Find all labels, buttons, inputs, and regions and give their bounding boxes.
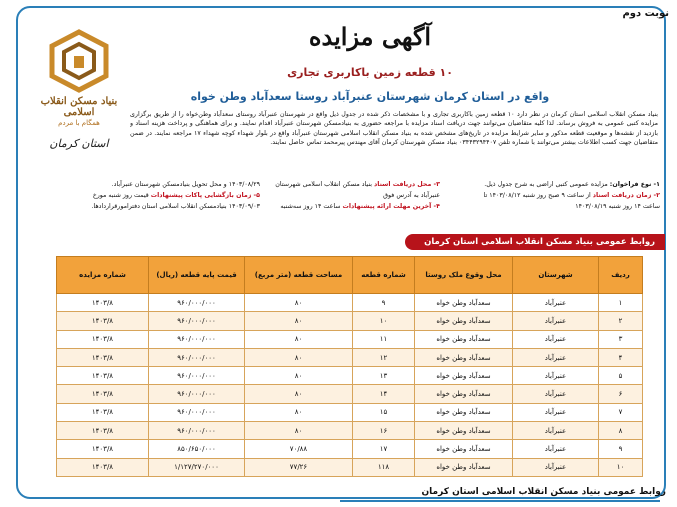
footer-pr: روابط عمومی بنیاد مسکن انقلاب اسلامی استان کرمان	[421, 487, 666, 497]
logo	[26, 28, 132, 158]
lots-table	[56, 256, 643, 477]
cell-city: عنبرآباد	[513, 294, 599, 312]
round-label: نوبت دوم	[622, 8, 669, 19]
house-logo-icon	[46, 28, 112, 94]
term-type-value: مزایده عمومی کتبی اراضی به شرح جدول ذیل.	[484, 181, 608, 188]
term-docs-place	[260, 180, 440, 190]
cell-base-price: ۹۶۰/۰۰۰/۰۰۰	[149, 330, 245, 348]
term-deadline-value: ساعت ۱۴ روز سه‌شنبه	[280, 203, 341, 210]
cell-area: ۷۰/۸۸	[245, 440, 353, 458]
cell-area: ۸۰	[245, 385, 353, 403]
cell-base-price: ۹۶۰/۰۰۰/۰۰۰	[149, 385, 245, 403]
cell-base-price: ۱/۱۲۷/۲۷۰/۰۰۰	[149, 458, 245, 476]
cell-area: ۸۰	[245, 312, 353, 330]
term-docs-place-b: عنبرآباد به آدرس فوق	[383, 192, 440, 199]
cell-area: ۸۰	[245, 330, 353, 348]
cell-plot-number: ۱۱۸	[353, 458, 415, 476]
term-docs-time-value: از ساعت ۹ صبح روز شنبه ۱۴۰۳/۰۸/۱۲ تا	[483, 192, 591, 199]
page-title: آگهی مزایده	[308, 22, 432, 51]
cell-city: عنبرآباد	[513, 367, 599, 385]
cell-plot-number: ۱۲	[353, 348, 415, 366]
cell-base-price: ۸۵۰/۶۵۰/۰۰۰	[149, 440, 245, 458]
cell-index: ۵	[599, 367, 643, 385]
footer-divider	[340, 500, 660, 502]
table-row	[57, 403, 643, 421]
cell-city: عنبرآباد	[513, 385, 599, 403]
logo-province: استان کرمان	[49, 137, 109, 150]
term-docs-time-b: ساعت ۱۴ روز شنبه ۱۴۰۳/۰۸/۱۹	[575, 203, 660, 210]
table-row	[57, 422, 643, 440]
cell-city: عنبرآباد	[513, 403, 599, 421]
header-base-price: قیمت پایه قطعه (ریال)	[149, 257, 245, 294]
term-opening	[30, 191, 260, 201]
term-docs-time-label: ۲- زمان دریافت اسناد	[592, 192, 660, 199]
term-docs-place-value: بنیاد مسکن انقلاب اسلامی شهرستان	[275, 181, 372, 188]
table-row	[57, 385, 643, 403]
cell-plot-number: ۱۷	[353, 440, 415, 458]
table-row	[57, 367, 643, 385]
cell-area: ۸۰	[245, 403, 353, 421]
term-deadline-label: ۴- آخرین مهلت ارائه پیشنهادات	[342, 203, 440, 210]
cell-auction-number: ۱۴۰۳/۸	[57, 330, 149, 348]
body-paragraph: بنیاد مسکن انقلاب اسلامی استان کرمان در نظر دارد ۱۰ قطعه زمین باکاربری تجاری و با مشخصات ذکر شده در جدول ذیل واقع در شهرستان عنبرآباد روستای سعدآباد وطن‌خواه را از طریق برگزاری مزایده کتبی عمومی به فروش برساند. لذا کلیه متقاضیان می‌توانند جهت دریافت اسناد مزایده با مراجعه حضوری به بنیادمسکن شهرستان عنبرآباد اقدام نمایند. و برای هماهنگی و پرداخت هزینه اسناد و بازدید از نقشه‌ها و موقعیت قطعه مذکور و سایر شرایط مزایده در تاریخ‌های مشخص شده به بنیاد مسکن انقلاب اسلامی شهرستان عنبرآباد واقع در بلوار شهداء کوچه شهداء ۱۷ مراجعه نمایند. در ضمن متقاضیان جهت کسب اطلاعات بیشتر می‌توانند با شماره تلفن ۰۳۴۴۳۲۹۴۴۰۷ بنیاد مسکن شهرستان کرمان آقای مهندس پیرمحمد تماس حاصل نمایند.	[130, 111, 658, 147]
cell-index: ۲	[599, 312, 643, 330]
cell-base-price: ۹۶۰/۰۰۰/۰۰۰	[149, 312, 245, 330]
header-city: شهرستان	[513, 257, 599, 294]
term-opening-label: ۵- زمان بازگشایی پاکات پیشنهادات	[150, 192, 260, 199]
cell-village: سعدآباد وطن خواه	[415, 422, 513, 440]
lots-table-wrap	[56, 256, 642, 477]
cell-index: ۷	[599, 403, 643, 421]
subtitle-location: واقع در استان کرمان شهرستان عنبرآباد روستا سعدآباد وطن خواه	[190, 90, 550, 103]
table-header-row	[57, 257, 643, 294]
cell-auction-number: ۱۴۰۳/۸	[57, 385, 149, 403]
logo-slogan: همگام با مردم	[58, 119, 100, 127]
cell-area: ۸۰	[245, 422, 353, 440]
cell-village: سعدآباد وطن خواه	[415, 367, 513, 385]
cell-index: ۴	[599, 348, 643, 366]
cell-area: ۸۰	[245, 367, 353, 385]
cell-city: عنبرآباد	[513, 440, 599, 458]
cell-base-price: ۹۶۰/۰۰۰/۰۰۰	[149, 403, 245, 421]
cell-auction-number: ۱۴۰۳/۸	[57, 294, 149, 312]
table-row	[57, 458, 643, 476]
cell-index: ۹	[599, 440, 643, 458]
table-row	[57, 440, 643, 458]
cell-index: ۳	[599, 330, 643, 348]
cell-area: ۸۰	[245, 348, 353, 366]
term-delivery: ۱۴۰۳/۰۸/۲۹ و محل تحویل بنیادمسکن شهرستان عنبرآباد.	[111, 181, 260, 188]
cell-plot-number: ۱۳	[353, 367, 415, 385]
table-row	[57, 348, 643, 366]
term-type-label: ۱- نوع فراخوان:	[609, 181, 660, 188]
pr-banner: روابط عمومی بنیاد مسکن انقلاب اسلامی استان کرمان	[405, 234, 665, 250]
cell-plot-number: ۱۰	[353, 312, 415, 330]
cell-area: ۷۷/۲۶	[245, 458, 353, 476]
cell-village: سعدآباد وطن خواه	[415, 312, 513, 330]
auction-terms	[22, 180, 660, 230]
cell-plot-number: ۱۱	[353, 330, 415, 348]
cell-village: سعدآباد وطن خواه	[415, 403, 513, 421]
header-village: محل وقوع ملک روستا	[415, 257, 513, 294]
cell-base-price: ۹۶۰/۰۰۰/۰۰۰	[149, 294, 245, 312]
term-deadline	[240, 202, 440, 212]
cell-index: ۸	[599, 422, 643, 440]
cell-plot-number: ۱۶	[353, 422, 415, 440]
cell-auction-number: ۱۴۰۳/۸	[57, 458, 149, 476]
cell-city: عنبرآباد	[513, 348, 599, 366]
cell-auction-number: ۱۴۰۳/۸	[57, 422, 149, 440]
term-docs-place-label: ۳- محل دریافت اسناد	[374, 181, 440, 188]
cell-city: عنبرآباد	[513, 330, 599, 348]
cell-village: سعدآباد وطن خواه	[415, 330, 513, 348]
term-opening-value: قیمت روز شنبه مورخ	[92, 192, 149, 199]
cell-index: ۱	[599, 294, 643, 312]
cell-base-price: ۹۶۰/۰۰۰/۰۰۰	[149, 367, 245, 385]
subtitle-land: ۱۰ قطعه زمین باکاربری تجاری	[287, 66, 453, 79]
cell-city: عنبرآباد	[513, 312, 599, 330]
cell-auction-number: ۱۴۰۳/۸	[57, 367, 149, 385]
cell-auction-number: ۱۴۰۳/۸	[57, 403, 149, 421]
cell-village: سعدآباد وطن خواه	[415, 385, 513, 403]
logo-org-name: بنیاد مسکن انقلاب اسلامی	[40, 96, 118, 118]
cell-village: سعدآباد وطن خواه	[415, 458, 513, 476]
header-plot-number: شماره قطعه	[353, 257, 415, 294]
cell-plot-number: ۹	[353, 294, 415, 312]
cell-village: سعدآباد وطن خواه	[415, 294, 513, 312]
cell-city: عنبرآباد	[513, 422, 599, 440]
cell-base-price: ۹۶۰/۰۰۰/۰۰۰	[149, 422, 245, 440]
cell-plot-number: ۱۴	[353, 385, 415, 403]
term-opening-b: ۱۴۰۳/۰۹/۰۳ بنیادمسکن انقلاب اسلامی استان دفترامورقراردادها.	[91, 203, 260, 210]
cell-auction-number: ۱۴۰۳/۸	[57, 312, 149, 330]
table-row	[57, 312, 643, 330]
header-auction-number: شماره مزایده	[57, 257, 149, 294]
cell-village: سعدآباد وطن خواه	[415, 348, 513, 366]
cell-index: ۶	[599, 385, 643, 403]
cell-village: سعدآباد وطن خواه	[415, 440, 513, 458]
cell-auction-number: ۱۴۰۳/۸	[57, 440, 149, 458]
cell-area: ۸۰	[245, 294, 353, 312]
cell-city: عنبرآباد	[513, 458, 599, 476]
table-row	[57, 330, 643, 348]
table-row	[57, 294, 643, 312]
term-type	[445, 180, 660, 190]
header-area: مساحت قطعه (متر مربع)	[245, 257, 353, 294]
cell-base-price: ۹۶۰/۰۰۰/۰۰۰	[149, 348, 245, 366]
cell-plot-number: ۱۵	[353, 403, 415, 421]
cell-index: ۱۰	[599, 458, 643, 476]
cell-auction-number: ۱۴۰۳/۸	[57, 348, 149, 366]
term-docs-time	[445, 191, 660, 201]
header-index: ردیف	[599, 257, 643, 294]
